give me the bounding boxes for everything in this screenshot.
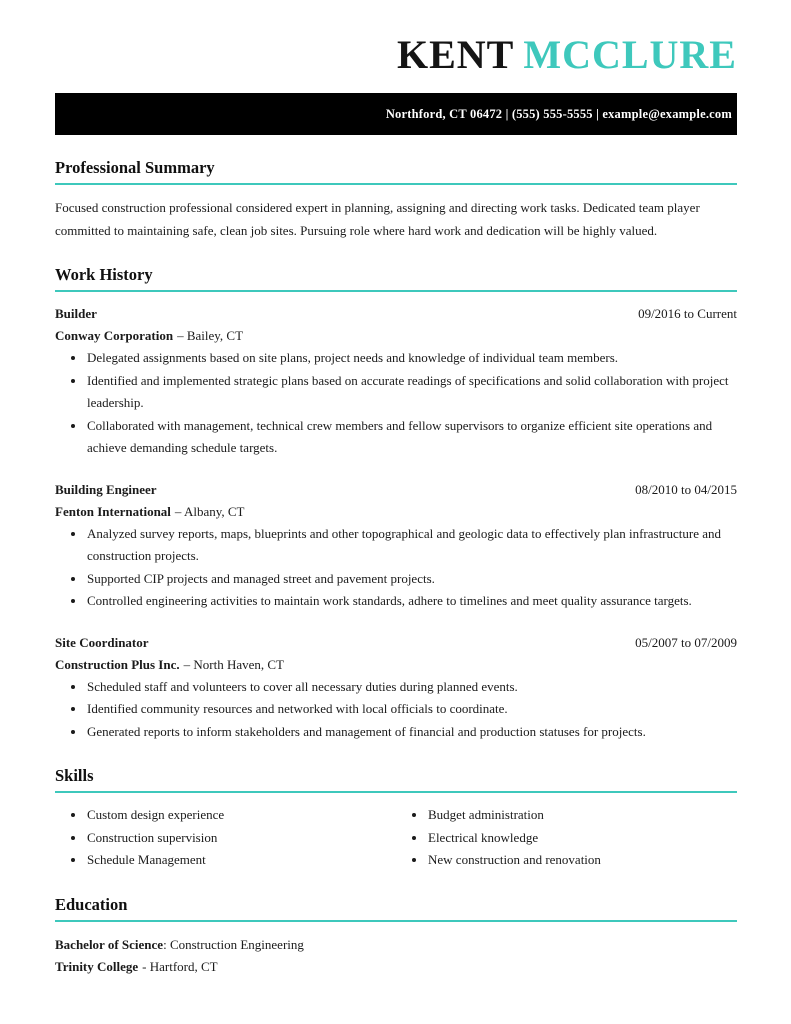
skills-columns bbox=[55, 804, 737, 872]
job-bullet: • Identified community resources and networked with local officials to coordinate. bbox=[86, 698, 737, 721]
job-location: – Albany, CT bbox=[174, 503, 245, 519]
summary-section bbox=[55, 157, 737, 242]
job-company: Construction Plus Inc. bbox=[55, 656, 180, 672]
skill-item: • Electrical knowledge bbox=[427, 827, 737, 850]
work-history-section-title: Work History bbox=[55, 264, 737, 292]
work-history-section bbox=[55, 264, 737, 743]
skill-item: • Construction supervision bbox=[86, 827, 396, 850]
job-bullets bbox=[55, 676, 737, 744]
job-bullets bbox=[55, 523, 737, 613]
education-section bbox=[55, 894, 737, 979]
job-entry bbox=[55, 479, 737, 613]
job-company-row bbox=[55, 654, 737, 676]
job-entry bbox=[55, 632, 737, 744]
job-dates: 05/2007 to 07/2009 bbox=[635, 634, 737, 650]
skill-item: • Custom design experience bbox=[86, 804, 396, 827]
education-school: Trinity College bbox=[55, 959, 139, 974]
job-company: Fenton International bbox=[55, 503, 171, 519]
education-section-title: Education bbox=[55, 894, 737, 922]
job-bullet: • Controlled engineering activities to maintain work standards, adhere to timelines and meet quality assurance targets. bbox=[86, 590, 737, 613]
education-degree-line bbox=[55, 934, 737, 957]
job-title: Building Engineer bbox=[55, 481, 157, 497]
job-dates: 09/2016 to Current bbox=[638, 306, 737, 321]
jobs-list bbox=[55, 303, 737, 743]
skill-item: • New construction and renovation bbox=[427, 849, 737, 872]
job-title-row bbox=[55, 632, 737, 654]
skills-list-right bbox=[396, 804, 737, 872]
contact-bar bbox=[55, 93, 737, 135]
contact-info: Northford, CT 06472 | (555) 555-5555 | example@example.com bbox=[385, 106, 732, 121]
job-location: – North Haven, CT bbox=[183, 656, 284, 672]
job-bullet: • Identified and implemented strategic plans based on accurate readings of specifications and solid collaboration with project leadership. bbox=[86, 370, 737, 415]
job-company-row bbox=[55, 325, 737, 347]
job-bullet: • Supported CIP projects and managed street and pavement projects. bbox=[86, 568, 737, 591]
summary-text: Focused construction professional considered expert in planning, assigning and directing work tasks. Dedicated team player committed to maintaining safe, clean job sites. Pursuing role where hard work and dedication will be highly valued. bbox=[55, 200, 700, 238]
job-title: Builder bbox=[55, 306, 97, 321]
job-bullet: • Collaborated with management, technical crew members and fellow supervisors to organize efficient site operations and achieve demanding schedule targets. bbox=[86, 415, 737, 460]
job-bullet: • Delegated assignments based on site plans, project needs and knowledge of individual team members. bbox=[86, 347, 737, 370]
job-entry bbox=[55, 303, 737, 460]
summary-section-title: Professional Summary bbox=[55, 157, 737, 185]
job-bullets bbox=[55, 347, 737, 460]
job-title-row bbox=[55, 479, 737, 501]
job-dates: 08/2010 to 04/2015 bbox=[635, 481, 737, 497]
job-title: Site Coordinator bbox=[55, 634, 149, 650]
education-degree: Bachelor of Science bbox=[55, 936, 164, 952]
job-title-row bbox=[55, 303, 737, 325]
job-bullet: • Analyzed survey reports, maps, blueprints and other topographical and geologic data to effectively plan infrastructure and construction projects. bbox=[86, 523, 737, 568]
job-bullet: • Generated reports to inform stakeholders and management of financial and production statuses for projects. bbox=[86, 721, 737, 744]
candidate-name bbox=[55, 0, 737, 78]
candidate-first-name: KENT bbox=[396, 32, 515, 77]
job-company: Conway Corporation bbox=[55, 328, 174, 343]
skills-section-title: Skills bbox=[55, 765, 737, 793]
education-school-line bbox=[55, 956, 737, 979]
skill-item: • Schedule Management bbox=[86, 849, 396, 872]
job-bullet: • Scheduled staff and volunteers to cover all necessary duties during planned events. bbox=[86, 676, 737, 699]
skills-section bbox=[55, 765, 737, 872]
skills-list-left bbox=[55, 804, 396, 872]
education-school-location: - Hartford, CT bbox=[142, 959, 218, 974]
resume-header bbox=[55, 0, 737, 135]
education-degree-field: : Construction Engineering bbox=[163, 936, 304, 952]
candidate-last-name: MCCLURE bbox=[523, 32, 737, 77]
job-company-row bbox=[55, 501, 737, 523]
skill-item: • Budget administration bbox=[427, 804, 737, 827]
job-location: – Bailey, CT bbox=[177, 328, 244, 343]
